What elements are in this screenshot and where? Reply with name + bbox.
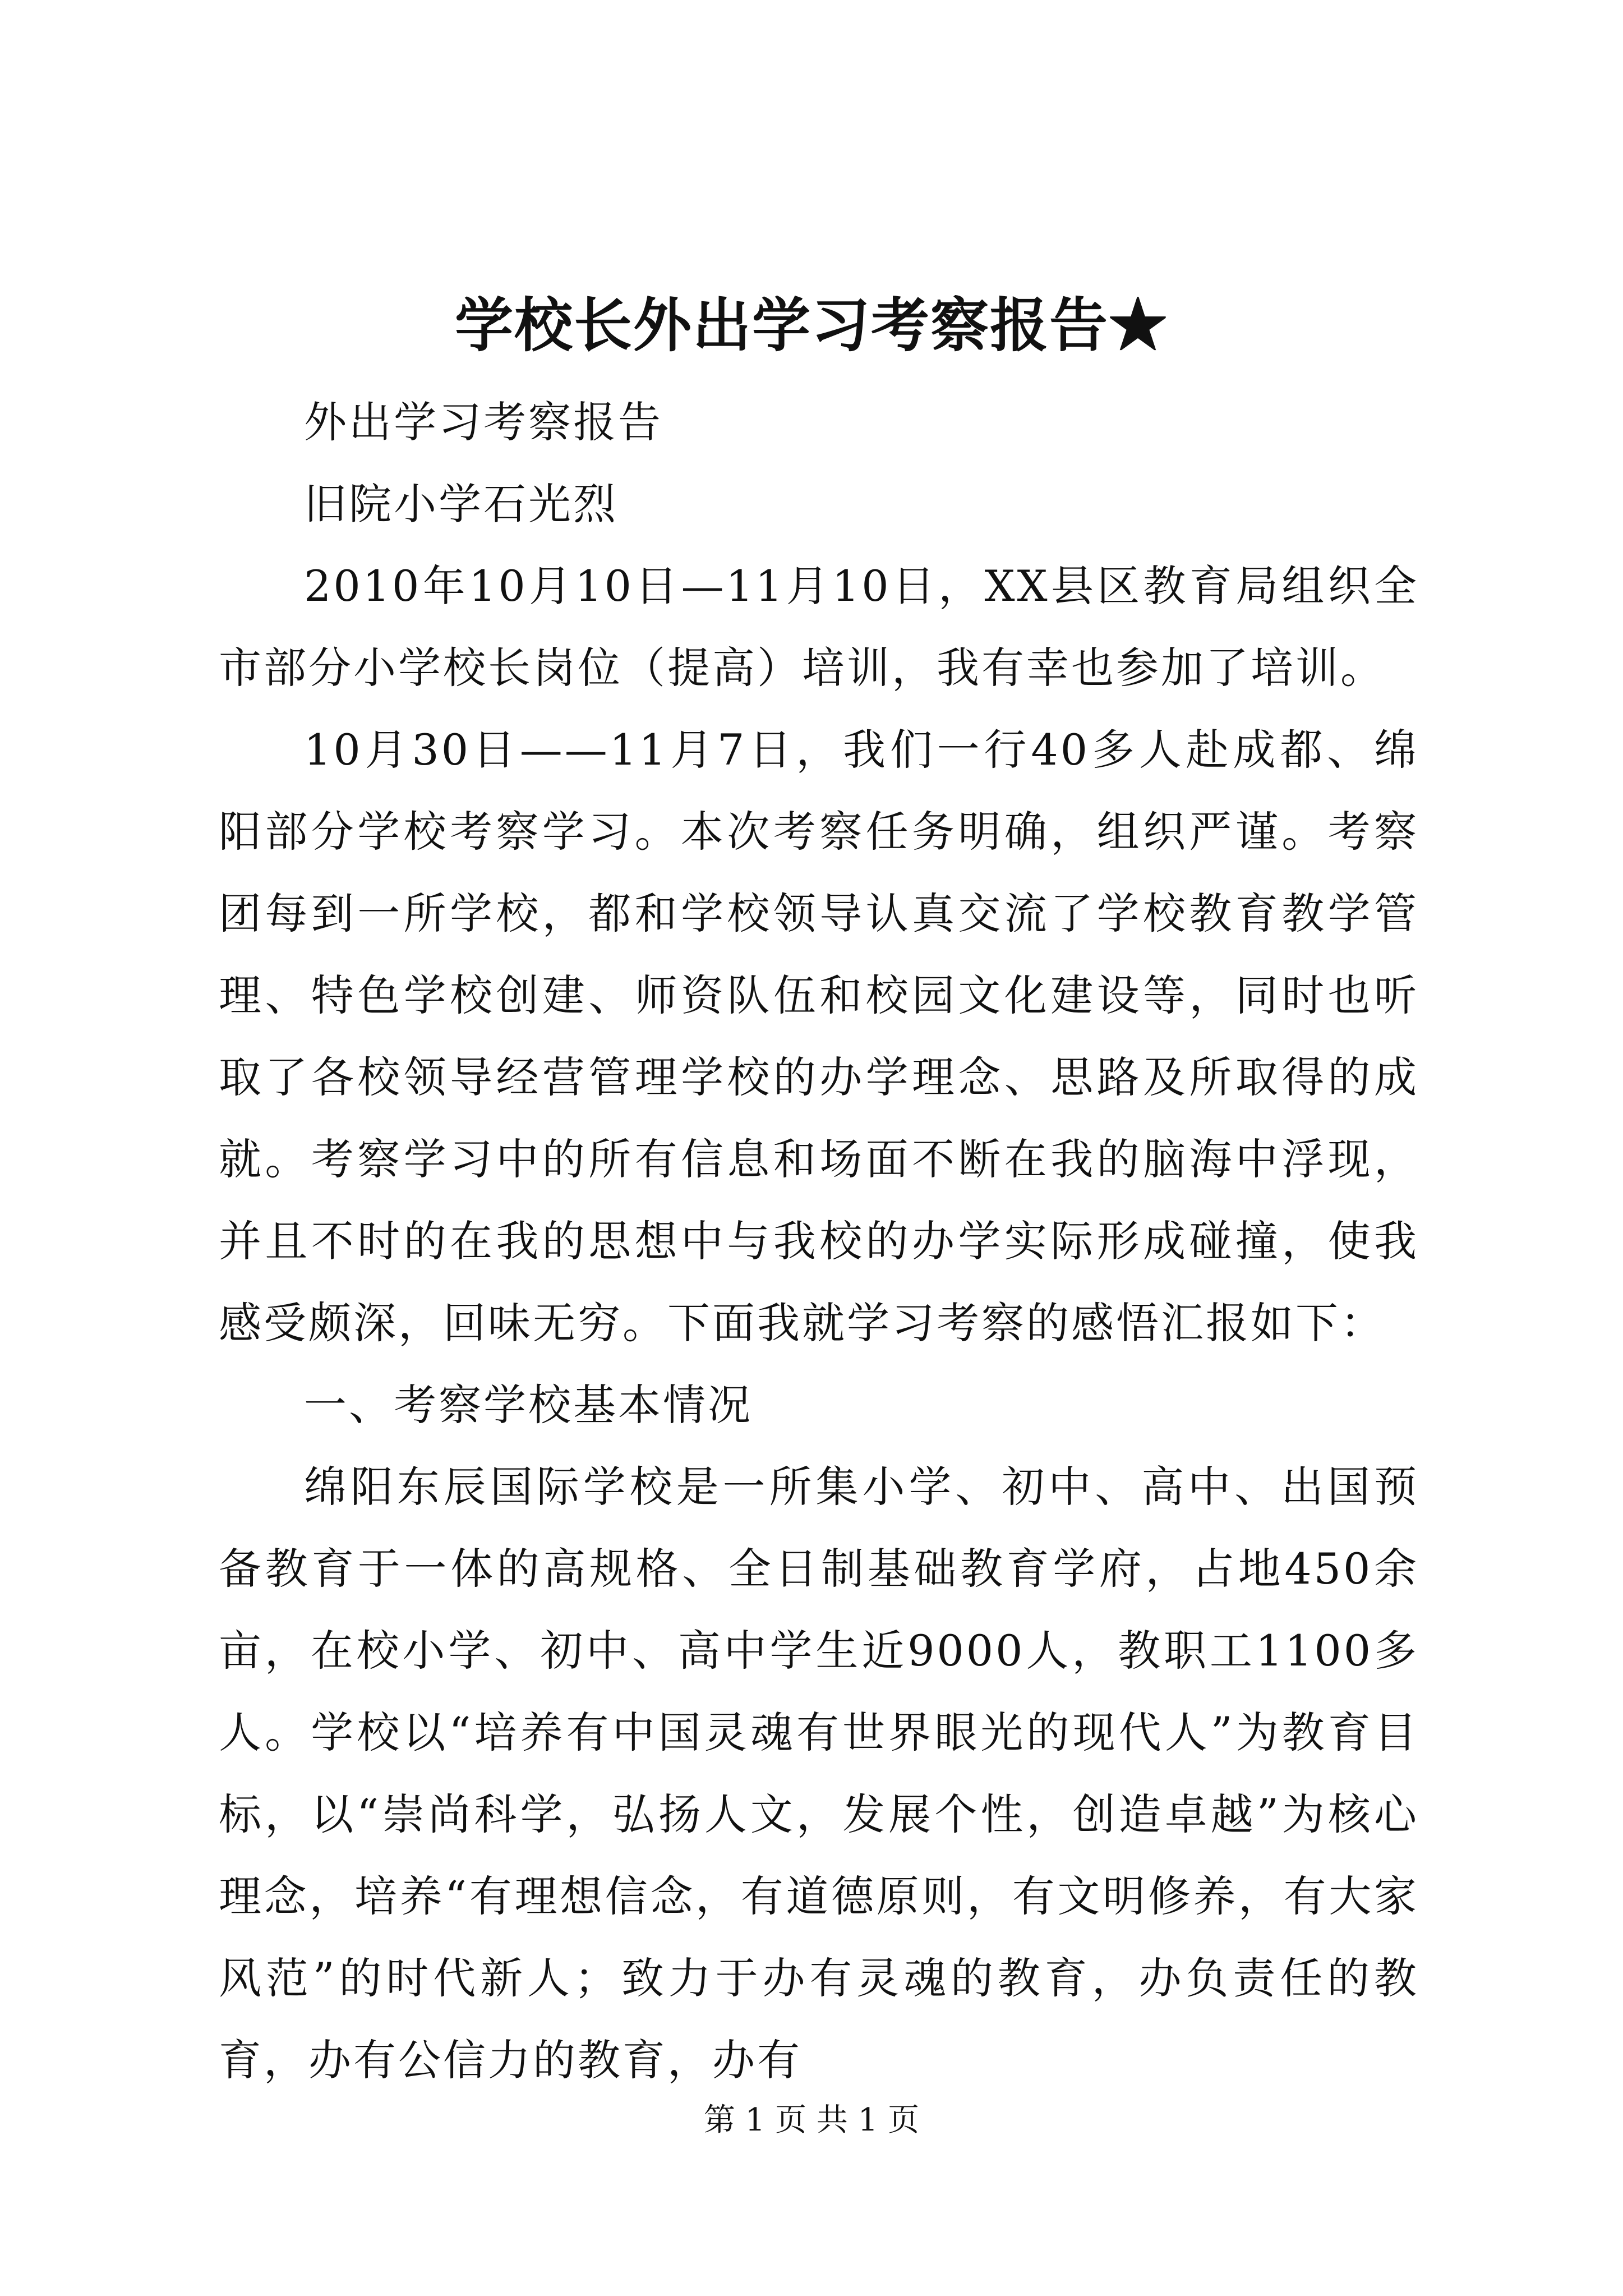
section-heading-1: 一、考察学校基本情况 <box>304 1380 753 1430</box>
page-footer: 第 1 页 共 1 页 <box>703 2102 920 2138</box>
document-title: 学校长外出学习考察报告★ <box>454 291 1168 360</box>
paragraph-author: 旧院小学石光烈 <box>304 479 618 529</box>
paragraph-training-intro: 2010年10月10日—11月10日，XX县区教育局组织全市部分小学校长岗位（提高）培训，我有幸也参加了培训。 <box>219 561 1419 693</box>
paragraph-visit-summary: 10月30日——11月7日，我们一行40多人赴成都、绵阳部分学校考察学习。本次考察任务明确，组织严谨。考察团每到一所学校，都和学校领导认真交流了学校教育教学管理、特色学校创建、师资队伍和校园文化建设等，同时也听取了各校领导经营管理学校的办学理念、思路及所取得的成就。考察学习中的所有信息和场面不断在我的脑海中浮现，并且不时的在我的思想中与我校的办学实际形成碰撞，使我感受颇深，回味无穷。下面我就学习考察的感悟汇报如下： <box>219 725 1419 1348</box>
document-body <box>219 381 1419 2101</box>
paragraph-school-description: 绵阳东辰国际学校是一所集小学、初中、高中、出国预备教育于一体的高规格、全日制基础教育学府，占地450余亩，在校小学、初中、高中学生近9000人，教职工1100多人。学校以“培养有中国灵魂有世界眼光的现代人”为教育目标，以“崇尚科学，弘扬人文，发展个性，创造卓越”为核心理念，培养“有理想信念，有道德原则，有文明修养，有大家风范”的时代新人；致力于办有灵魂的教育，办负责任的教育，办有公信力的教育，办有 <box>219 1462 1419 2085</box>
paragraph-subtitle: 外出学习考察报告 <box>304 397 663 447</box>
